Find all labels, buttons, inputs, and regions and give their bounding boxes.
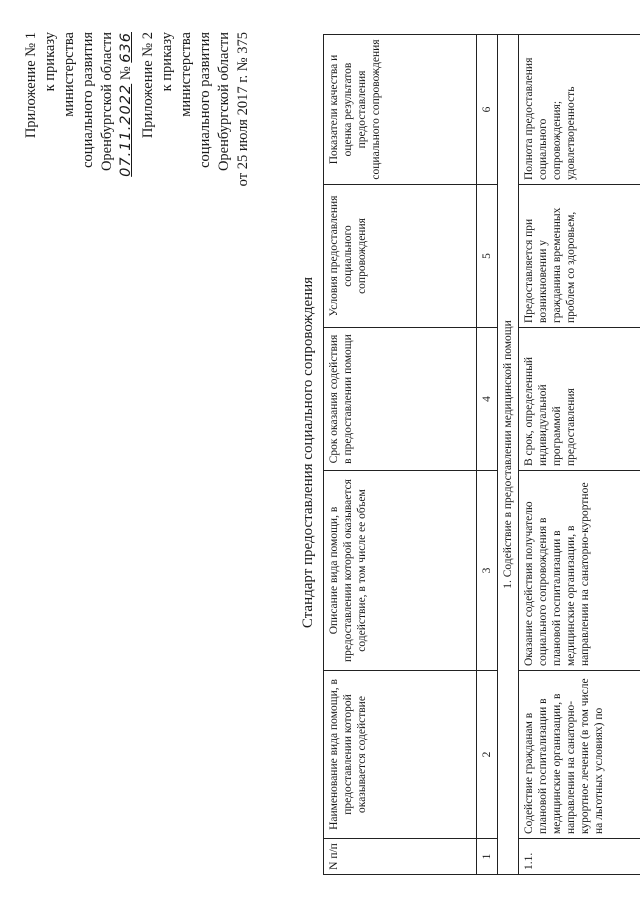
header-cell-quality: Показатели качества и оценка результатов предоставления социального сопровождения (324, 35, 477, 185)
row-conditions: Предоставляется при возникновении у гражданина временных проблем со здоровьем, (519, 185, 640, 328)
column-number: 1 (477, 839, 498, 875)
header-cell-name: Наименование вида помощи, в предоставлении которой оказывается содействие (324, 671, 477, 839)
column-number-row (477, 35, 498, 875)
annex1-line3: министерства (61, 32, 77, 117)
header-cell-term: Срок оказания содействия в предоставлении помощи (324, 328, 477, 471)
annex1-line6 (117, 32, 136, 262)
annex1-line1: Приложение № 1 (23, 32, 39, 139)
annex-2-header (139, 32, 253, 262)
handwritten-date: 07.11.2022 (118, 83, 134, 177)
annex1-line4: социального развития (80, 32, 96, 168)
row-number: 1.1. (519, 839, 640, 875)
handwritten-order-number: 636 (118, 32, 134, 63)
annex2-line3: министерства (178, 32, 194, 117)
table-header-row (324, 35, 477, 875)
number-sign: № (118, 66, 134, 81)
row-description: Оказание содействия получателю социального сопровождения в плановой госпитализации в медицинские организации, в направлении на санаторно-курортное (519, 471, 640, 671)
annex1-line2: к приказу (42, 32, 58, 92)
annex2-line2: к приказу (159, 32, 175, 92)
row-name: Содействие гражданам в плановой госпитализации в медицинские организации, в направлении на санаторно-курортное лечение (в том числе на льготных условиях) по (519, 671, 640, 839)
annex2-line4: социального развития (197, 32, 213, 168)
column-number: 2 (477, 671, 498, 839)
header-cell-description: Описание вида помощи, в предоставлении которой оказывается содействие, в том числе ее объем (324, 471, 477, 671)
annex2-line1: Приложение № 2 (140, 32, 156, 139)
annex2-line6: от 25 июля 2017 г. № 375 (235, 32, 251, 187)
standard-table (323, 34, 640, 875)
section-row (498, 35, 519, 875)
annex1-line5: Оренбургской области (99, 32, 115, 172)
column-number: 3 (477, 471, 498, 671)
column-number: 5 (477, 185, 498, 328)
table-row (519, 35, 640, 875)
column-number: 6 (477, 35, 498, 185)
row-quality: Полнота предоставления социального сопровождения; удовлетворенность (519, 35, 640, 185)
annex2-line5: Оренбургской области (216, 32, 232, 172)
annex-1-header (22, 32, 136, 262)
row-term: В срок, определенный индивидуальной программой предоставления (519, 328, 640, 471)
document-title: Стандарт предоставления социального сопровождения (300, 276, 316, 629)
header-cell-conditions: Условия предоставления социального сопровождения (324, 185, 477, 328)
section-title: 1. Содействие в предоставлении медицинской помощи (498, 35, 519, 875)
column-number: 4 (477, 328, 498, 471)
header-cell-num: N п/п (324, 839, 477, 875)
